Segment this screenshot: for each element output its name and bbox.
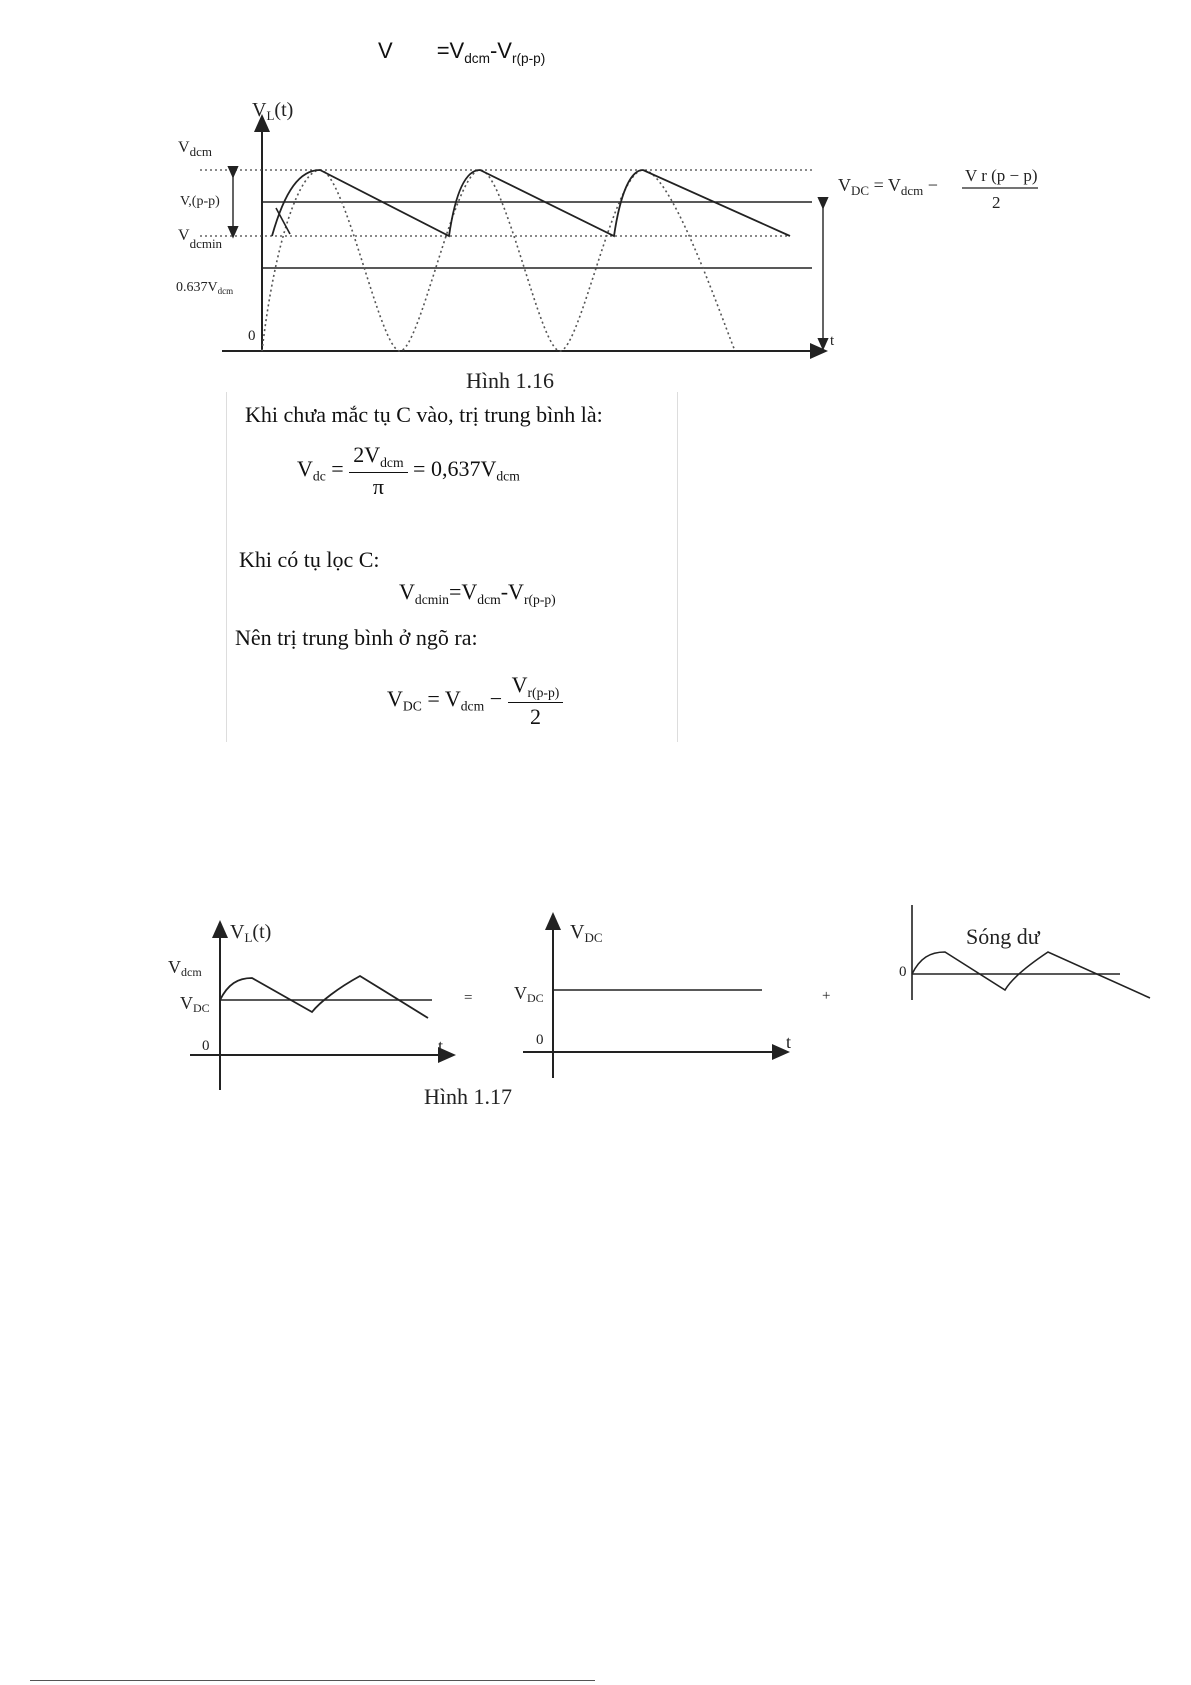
fig17a-zero: 0 bbox=[202, 1038, 210, 1054]
panel-eq1: $V_{dc}$ = $\frac{2V_{dcm}}{\pi}$ = $0,637V_{dcm}$ bbox=[297, 442, 520, 499]
fig16-label-ripple: V,(p-p) bbox=[180, 194, 220, 209]
explanation-panel bbox=[226, 392, 678, 742]
panel-line2: Khi có tụ lọc C: bbox=[239, 547, 380, 572]
fig17a-y-label: $V_L(t)$ bbox=[230, 921, 272, 945]
panel-eq3-frac: $\frac{V_{r(p-p)}}{2}$ bbox=[508, 672, 564, 730]
top-eq-sub2: r(p-p) bbox=[511, 50, 546, 66]
panel-eq1-frac: $\frac{2V_{dcm}}{\pi}$ bbox=[349, 442, 407, 500]
fig17b-y-label: $V_{DC}$ bbox=[570, 921, 603, 945]
fig16-label-vdcmin: $V_{dcmin}$ bbox=[178, 227, 223, 251]
fig16-y-label: $V_L(t)$ bbox=[252, 99, 294, 123]
fig17a-t: t bbox=[438, 1036, 444, 1056]
fig17c-title: Sóng dư bbox=[966, 924, 1040, 949]
panel-line1: Khi chưa mắc tụ C vào, trị trung bình là: bbox=[245, 402, 603, 427]
fig16-rectified-wave bbox=[262, 170, 735, 351]
top-eq-lhs: V bbox=[378, 38, 393, 63]
fig16-initial-tick bbox=[276, 208, 290, 234]
fig16-caption: Hình 1.16 bbox=[466, 368, 554, 393]
fig17a-vdcm: Vdcm bbox=[168, 957, 202, 979]
figure-1-16 bbox=[176, 99, 1038, 393]
panel-eq3: $V_{DC} = V_{dcm}$ − $\frac{V_{r(p-p)}}{2}$ bbox=[387, 672, 563, 730]
fig17-caption: Hình 1.17 bbox=[424, 1084, 512, 1109]
fig16-label-0637: $0.637V_{dcm}$ bbox=[176, 280, 234, 296]
panel-eq2: $V_{dcmin}=V_{dcm}-V_{r(p-p)}$ bbox=[399, 579, 556, 607]
footer-rule bbox=[30, 1680, 595, 1681]
fig16-filtered-wave bbox=[272, 170, 790, 236]
fig17b-t: t bbox=[786, 1032, 792, 1052]
fig17a-vdc: VDC bbox=[180, 993, 210, 1015]
figure-1-17 bbox=[168, 905, 1150, 1109]
fig16-formula: $V_{DC} = V_{dcm}$ − bbox=[838, 175, 938, 198]
fig17c-ripple-wave bbox=[912, 952, 1150, 998]
top-eq-dash: -V bbox=[489, 38, 512, 63]
fig16-label-zero: 0 bbox=[248, 328, 256, 344]
fig16-formula-num: V r (p − p) bbox=[965, 166, 1038, 185]
fig17b-vdc: VDC bbox=[514, 983, 544, 1005]
fig17-plus: + bbox=[822, 988, 831, 1004]
fig16-formula-den: 2 bbox=[992, 193, 1001, 212]
top-eq-sub1: dcm bbox=[464, 50, 490, 66]
panel-line3: Nên trị trung bình ở ngõ ra: bbox=[235, 625, 478, 650]
top-eq-eq: =V bbox=[436, 38, 465, 63]
fig17b-zero: 0 bbox=[536, 1032, 544, 1048]
fig17-equals: = bbox=[464, 990, 473, 1006]
fig16-label-t: t bbox=[830, 333, 835, 349]
fig16-label-vdcm: $V_{dcm}$ bbox=[178, 139, 212, 159]
fig17a-wave bbox=[220, 976, 428, 1018]
fig17c-zero: 0 bbox=[899, 964, 907, 980]
